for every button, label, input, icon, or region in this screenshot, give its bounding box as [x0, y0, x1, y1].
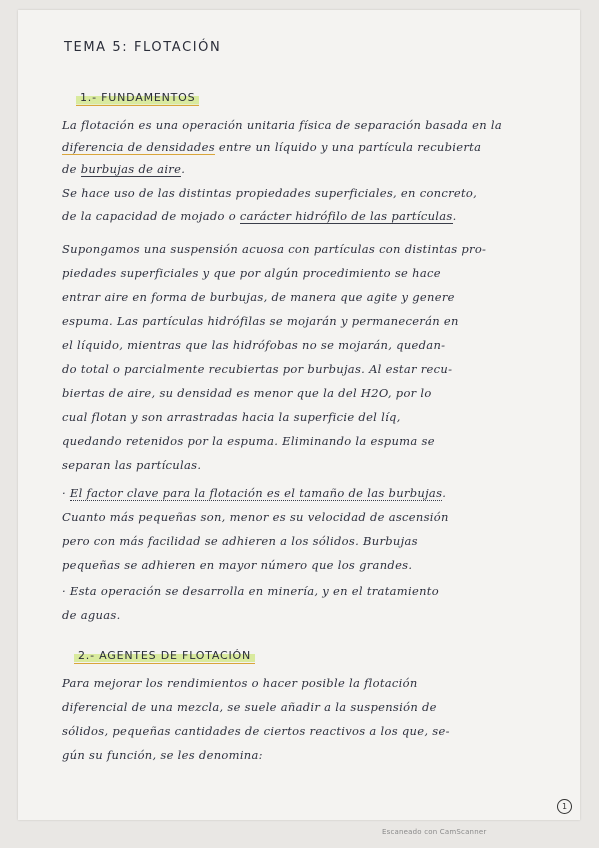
text-line: biertas de aire, su densidad es menor que la del H2O, por lo: [62, 386, 432, 400]
text-line: Para mejorar los rendimientos o hacer posible la flotación: [62, 676, 418, 690]
text-line: diferencial de una mezcla, se suele añadir a la suspensión de: [62, 700, 437, 714]
text-line: espuma. Las partículas hidrófilas se mojarán y permanecerán en: [62, 314, 459, 328]
text-line: de aguas.: [62, 608, 121, 622]
section-heading-agentes: 2.- AGENTES DE FLOTACIÓN: [74, 648, 255, 664]
text-line: · Esta operación se desarrolla en minería, y en el tratamiento: [62, 584, 439, 598]
underlined-term: diferencia de densidades: [62, 140, 215, 154]
text-line: La flotación es una operación unitaria física de separación basada en la: [62, 118, 503, 132]
text-line: piedades superficiales y que por algún procedimiento se hace: [62, 266, 441, 280]
text-line: diferencia de densidades entre un líquido y una partícula recubierta: [62, 140, 482, 154]
text-line: sólidos, pequeñas cantidades de ciertos reactivos a los que, se-: [62, 724, 450, 738]
text-line: Cuanto más pequeñas son, menor es su velocidad de ascensión: [62, 510, 449, 524]
text-line: gún su función, se les denomina:: [62, 748, 263, 762]
underlined-term: El factor clave para la flotación es el tamaño de las burbujas: [69, 486, 443, 500]
section-heading-fundamentos: 1.- FUNDAMENTOS: [76, 90, 199, 106]
page-title: TEMA 5: FLOTACIÓN: [64, 40, 222, 55]
notebook-page: [18, 10, 580, 820]
text-line: do total o parcialmente recubiertas por burbujas. Al estar recu-: [62, 362, 453, 376]
scanner-watermark: Escaneado con CamScanner: [382, 828, 487, 836]
text-line: de la capacidad de mojado o carácter hidrófilo de las partículas.: [62, 209, 457, 223]
underlined-term: carácter hidrófilo de las partículas: [239, 209, 453, 223]
text-line: pero con más facilidad se adhieren a los sólidos. Burbujas: [62, 534, 418, 548]
text-line: entrar aire en forma de burbujas, de manera que agite y genere: [62, 290, 455, 304]
page-number: 1: [557, 799, 572, 814]
text-line: el líquido, mientras que las hidrófobas no se mojarán, quedan-: [62, 338, 446, 352]
text-line: pequeñas se adhieren en mayor número que los grandes.: [62, 558, 413, 572]
text-line: Se hace uso de las distintas propiedades superficiales, en concreto,: [62, 186, 478, 200]
underlined-term: burbujas de aire: [80, 162, 182, 176]
text-line: quedando retenidos por la espuma. Eliminando la espuma se: [62, 434, 435, 448]
text-line: separan las partículas.: [62, 458, 202, 472]
text-line: de burbujas de aire.: [62, 162, 186, 176]
text-line: · El factor clave para la flotación es el tamaño de las burbujas.: [62, 486, 447, 500]
text-line: cual flotan y son arrastradas hacia la superficie del líq,: [62, 410, 401, 424]
text-line: Supongamos una suspensión acuosa con partículas con distintas pro-: [62, 242, 487, 256]
